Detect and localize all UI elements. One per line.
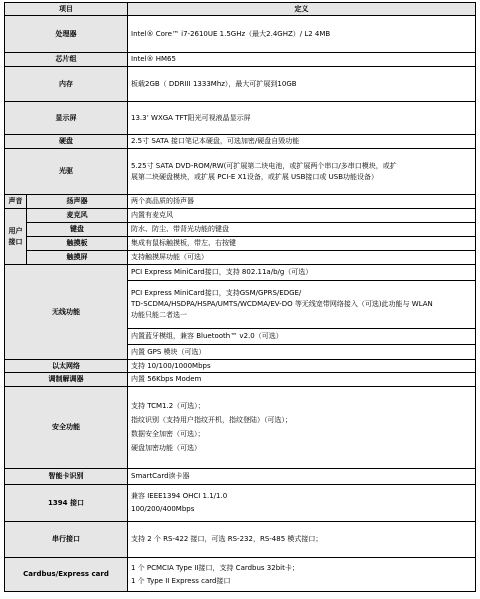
- value-serial: 支持 2 个 RS-422 接口，可选 RS-232，RS-485 模式接口；: [128, 522, 476, 558]
- label-ethernet: 以太网络: [5, 360, 128, 373]
- label-ui-group: [5, 209, 27, 265]
- ui-group-line: 接口: [8, 237, 23, 246]
- row-1394: [5, 485, 476, 522]
- row-touchscreen: [5, 251, 476, 265]
- security-line: 硬盘加密功能（可选）: [131, 444, 201, 452]
- label-hdd: 硬盘: [5, 135, 128, 149]
- value-wireless-bt: 内置蓝牙模组，兼容 Bluetooth™ v2.0（可选）: [128, 329, 476, 345]
- value-wireless-wlan: PCI Express MiniCard接口，支持 802.11a/b/g（可选）: [128, 265, 476, 281]
- row-cpu: [5, 16, 476, 53]
- row-chipset: [5, 53, 476, 67]
- label-modem: 调制解调器: [5, 373, 128, 387]
- value-speaker: 两个高品质的扬声器: [128, 195, 476, 209]
- value-memory: 板载2GB（ DDRIII 1333Mhz），最大可扩展到10GB: [128, 67, 476, 102]
- label-touchscreen: 触摸屏: [27, 251, 128, 265]
- label-security: 安全功能: [5, 387, 128, 469]
- value-chipset: Intel® HM65: [128, 53, 476, 67]
- value-ethernet: 支持 10/100/1000Mbps: [128, 360, 476, 373]
- value-display: 13.3’ WXGA TFT阳光可视液晶显示屏: [128, 102, 476, 135]
- wwan-line: PCI Express MiniCard接口，支持GSM/GPRS/EDGE/: [131, 289, 302, 297]
- cardbus-line: 1 个 PCMCIA Type II接口，支持 Cardbus 32bit卡；: [131, 563, 299, 572]
- header-definition: 定义: [128, 3, 476, 16]
- value-1394: [128, 485, 476, 522]
- row-smartcard: [5, 469, 476, 485]
- security-line: 支持 TCM1.2（可选）；: [131, 402, 205, 410]
- wwan-line: 功能只能二者选一: [131, 311, 187, 319]
- value-smartcard: SmartCard读卡器: [128, 469, 476, 485]
- label-keyboard: 键盘: [27, 223, 128, 237]
- label-touchpad: 触摸板: [27, 237, 128, 251]
- row-modem: [5, 373, 476, 387]
- table-header: [5, 3, 476, 16]
- row-touchpad: [5, 237, 476, 251]
- row-serial: [5, 522, 476, 558]
- row-mic: [5, 209, 476, 223]
- row-ethernet: [5, 360, 476, 373]
- security-line: 指纹识别（支持用户指纹开机，指纹登陆）（可选）；: [131, 416, 292, 424]
- value-wireless-wwan: [128, 281, 476, 329]
- label-smartcard: 智能卡识别: [5, 469, 128, 485]
- value-mic: 内置有麦克风: [128, 209, 476, 223]
- value-cardbus: [128, 558, 476, 592]
- row-wireless: [5, 265, 476, 281]
- value-touchpad: 集成有鼠标触摸板，带左、右按键: [128, 237, 476, 251]
- ieee1394-line: 100/200/400Mbps: [131, 505, 195, 513]
- row-keyboard: [5, 223, 476, 237]
- security-line: 数据安全加密（可选）；: [131, 430, 205, 438]
- label-cpu: 处理器: [5, 16, 128, 53]
- label-1394: 1394 接口: [5, 485, 128, 522]
- cardbus-line: 1 个 Type II Express card接口: [131, 576, 231, 585]
- row-memory: [5, 67, 476, 102]
- row-hdd: [5, 135, 476, 149]
- value-touchscreen: 支持触摸屏功能（可选）: [128, 251, 476, 265]
- value-wireless-gps: 内置 GPS 模块（可选）: [128, 345, 476, 360]
- label-chipset: 芯片组: [5, 53, 128, 67]
- row-speaker: [5, 195, 476, 209]
- header-item: 项目: [5, 3, 128, 16]
- row-optical: [5, 149, 476, 195]
- value-keyboard: 防水、防尘、带背光功能的键盘: [128, 223, 476, 237]
- spec-table: [4, 2, 476, 592]
- label-wireless: 无线功能: [5, 265, 128, 360]
- label-optical: 光驱: [5, 149, 128, 195]
- value-hdd: 2.5寸 SATA 接口笔记本硬盘，可选加密/硬盘自毁功能: [128, 135, 476, 149]
- row-display: [5, 102, 476, 135]
- ui-group-line: 用户: [8, 226, 23, 235]
- value-modem: 内置 56Kbps Modem: [128, 373, 476, 387]
- label-cardbus: Cardbus/Express card: [5, 558, 128, 592]
- label-display: 显示屏: [5, 102, 128, 135]
- label-mic: 麦克风: [27, 209, 128, 223]
- optical-line: 5.25寸 SATA DVD-ROM/RW(可扩展第二块电池，或扩展两个串口/多串口模块，或扩: [131, 161, 397, 170]
- label-memory: 内存: [5, 67, 128, 102]
- value-security: [128, 387, 476, 469]
- wwan-line: TD-SCDMA/HSDPA/HSPA/UMTS/WCDMA/EV-DO 等无线宽带网络接入（可选)此功能与 WLAN: [131, 300, 433, 308]
- label-sound-group: 声音: [5, 195, 27, 209]
- label-serial: 串行接口: [5, 522, 128, 558]
- row-security: [5, 387, 476, 469]
- value-cpu: Intel® Core™ i7-2610UE 1.5GHz（最大2.4GHZ）/ L2 4MB: [128, 16, 476, 53]
- value-optical: [128, 149, 476, 195]
- label-speaker: 扬声器: [27, 195, 128, 209]
- row-cardbus: [5, 558, 476, 592]
- optical-line: 展第二块硬盘模块，或扩展 PCI-E X1设备，或扩展 USB接口或 USB功能设备）: [131, 172, 379, 181]
- ieee1394-line: 兼容 IEEE1394 OHCI 1.1/1.0: [131, 492, 228, 500]
